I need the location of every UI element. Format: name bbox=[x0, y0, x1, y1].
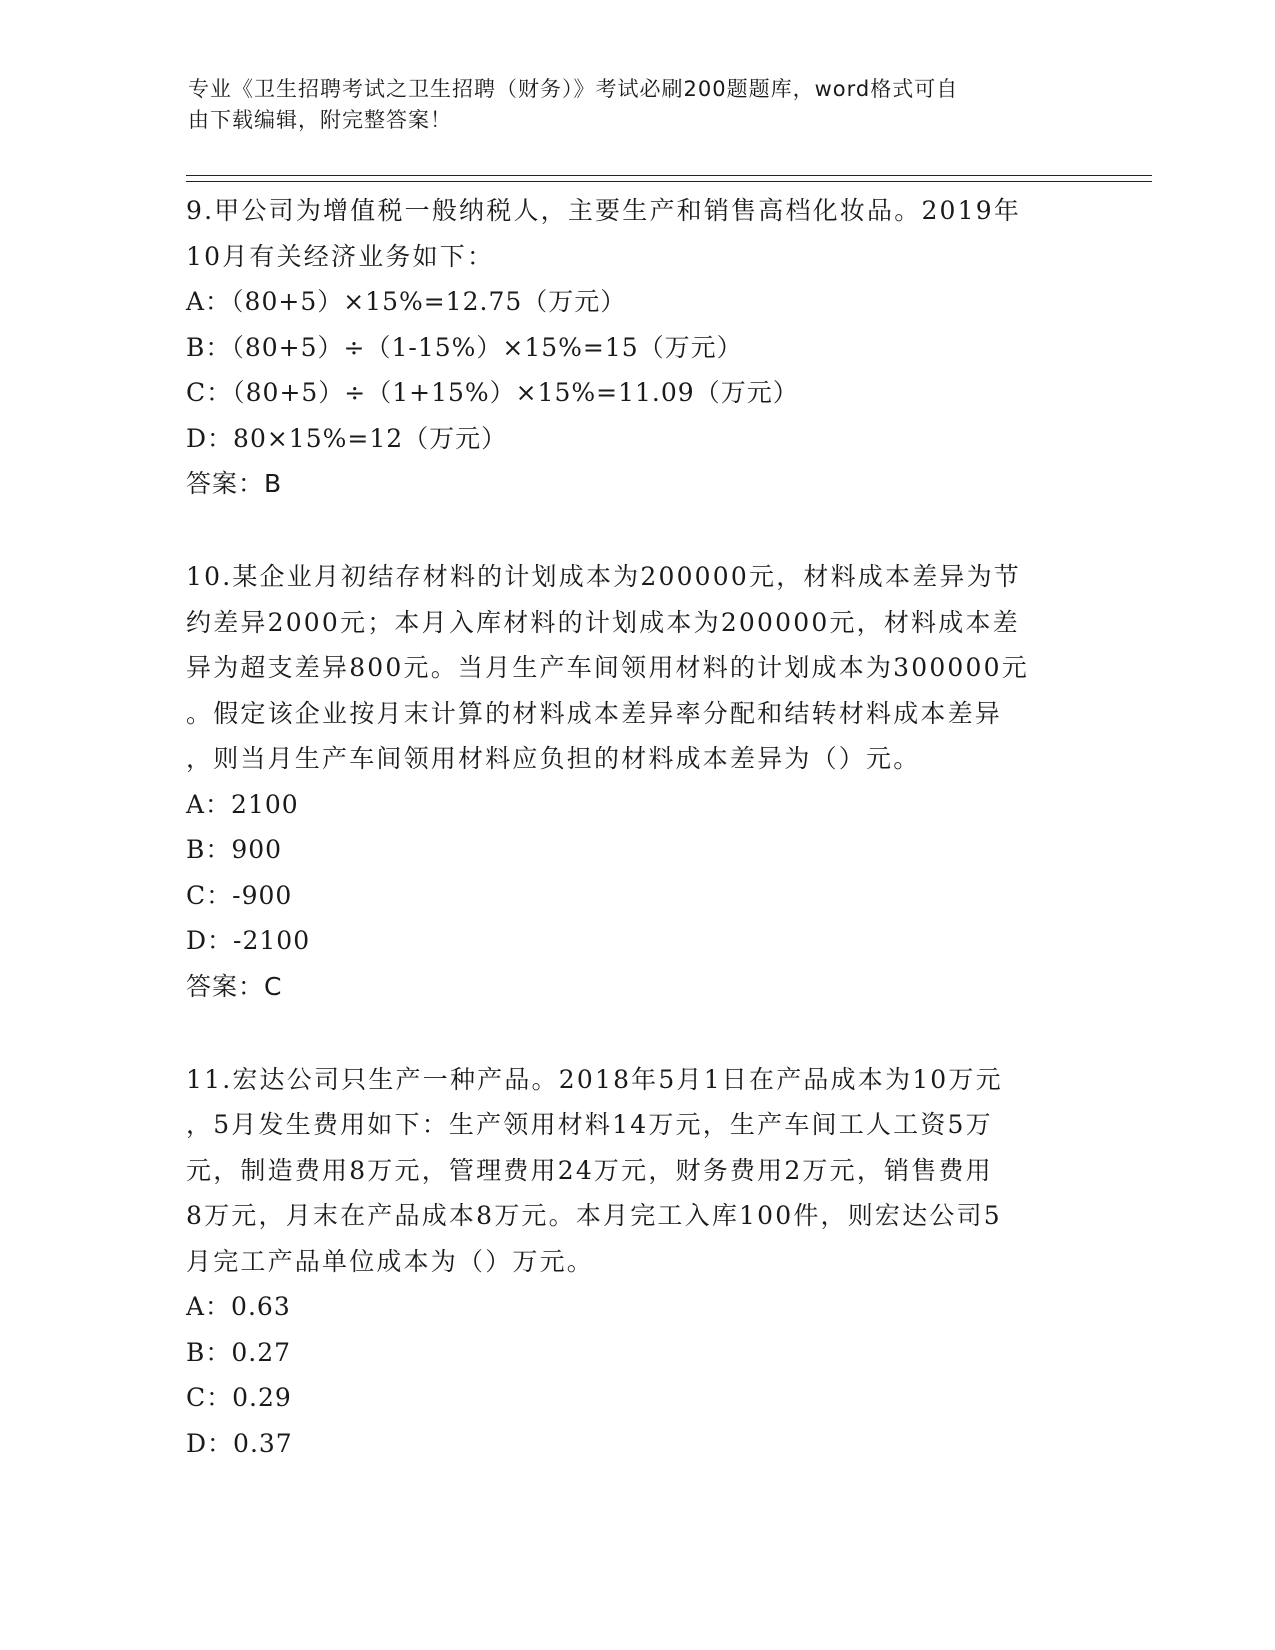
question-text-line: 10月有关经济业务如下： bbox=[186, 241, 495, 271]
question-text bbox=[186, 188, 1076, 279]
option-a: A：2100 bbox=[186, 789, 299, 819]
question-text-line: 9.甲公司为增值税一般纳税人，主要生产和销售高档化妆品。2019年 bbox=[186, 196, 1022, 225]
question-text-line: 。假定该企业按月末计算的材料成本差异率分配和结转材料成本差异 bbox=[186, 698, 1003, 728]
question-text-line: 异为超支差异800元。当月生产车间领用材料的计划成本为300000元 bbox=[186, 653, 1029, 682]
option-b: B：0.27 bbox=[186, 1337, 292, 1367]
question-text-line: 约差异2000元；本月入库材料的计划成本为200000元，材料成本差 bbox=[186, 607, 1020, 637]
header-divider-top bbox=[186, 175, 1152, 176]
option-a: A：（80+5）×15%=12.75（万元） bbox=[186, 287, 627, 316]
question-text bbox=[186, 554, 1076, 782]
header-divider-bottom bbox=[186, 181, 1152, 182]
question-text-line: 月完工产品单位成本为（）万元。 bbox=[186, 1246, 595, 1276]
header-line-2: 由下载编辑，附完整答案！ bbox=[188, 108, 452, 132]
option-c: C：0.29 bbox=[186, 1383, 292, 1412]
option-d: D：-2100 bbox=[186, 926, 311, 955]
question-11 bbox=[186, 1057, 1076, 1467]
option-d: D：0.37 bbox=[186, 1428, 293, 1458]
question-list bbox=[186, 188, 1076, 1514]
question-text bbox=[186, 1057, 1076, 1285]
question-text-line: 11.宏达公司只生产一种产品。2018年5月1日在产品成本为10万元 bbox=[186, 1064, 1003, 1094]
question-text-line: 10.某企业月初结存材料的计划成本为200000元，材料成本差异为节 bbox=[186, 562, 1021, 591]
header-line-1: 专业《卫生招聘考试之卫生招聘（财务）》考试必刷200题题库，word格式可自 bbox=[188, 77, 959, 101]
option-a: A：0.63 bbox=[186, 1292, 291, 1321]
question-text-line: 8万元，月末在产品成本8万元。本月完工入库100件，则宏达公司5 bbox=[186, 1201, 1002, 1230]
question-text-line: ，则当月生产车间领用材料应负担的材料成本差异为（）元。 bbox=[186, 744, 921, 773]
option-d: D：80×15%=12（万元） bbox=[186, 423, 508, 453]
question-9 bbox=[186, 188, 1076, 506]
question-text-line: 元，制造费用8万元，管理费用24万元，财务费用2万元，销售费用 bbox=[186, 1155, 993, 1185]
answer: 答案：C bbox=[186, 971, 283, 1001]
option-b: B：900 bbox=[186, 835, 283, 864]
answer: 答案：B bbox=[186, 469, 283, 498]
question-10 bbox=[186, 554, 1076, 1009]
option-b: B：（80+5）÷（1-15%）×15%=15（万元） bbox=[186, 332, 743, 362]
option-c: C：（80+5）÷（1+15%）×15%=11.09（万元） bbox=[186, 378, 799, 407]
question-text-line: ，5月发生费用如下：生产领用材料14万元，生产车间工人工资5万 bbox=[186, 1110, 993, 1139]
document-header bbox=[188, 74, 1068, 136]
option-c: C：-900 bbox=[186, 880, 293, 910]
